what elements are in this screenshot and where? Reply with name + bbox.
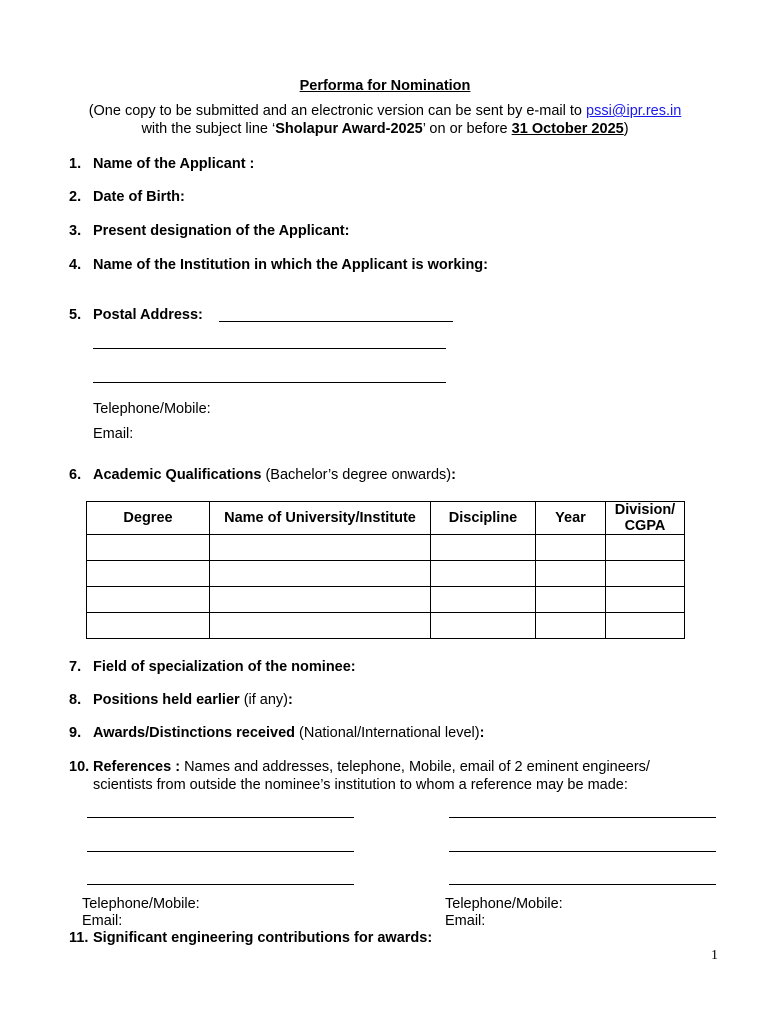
table-cell[interactable]: [431, 561, 536, 587]
table-cell[interactable]: [536, 587, 606, 613]
reference-2-line-1[interactable]: [449, 817, 716, 818]
table-row: [87, 613, 685, 639]
table-cell[interactable]: [210, 613, 431, 639]
label-applicant-name: Name of the Applicant :: [93, 156, 255, 172]
item-number-3: 3.: [69, 223, 82, 239]
table-cell[interactable]: [87, 587, 210, 613]
reference-2-email: Email:: [445, 913, 486, 929]
table-cell[interactable]: [606, 587, 685, 613]
form-title: Performa for Nomination: [299, 78, 471, 94]
label-postal-address: Postal Address:: [93, 307, 203, 323]
item-number-7: 7.: [69, 659, 82, 675]
table-row: [87, 561, 685, 587]
table-cell[interactable]: [210, 535, 431, 561]
table-cell[interactable]: [210, 561, 431, 587]
postal-address-line-1[interactable]: [219, 321, 453, 322]
reference-1-line-1[interactable]: [87, 817, 354, 818]
item-number-1: 1.: [69, 156, 82, 172]
table-cell[interactable]: [536, 535, 606, 561]
label-institution: Name of the Institution in which the Applicant is working:: [93, 257, 488, 273]
table-header-row: [87, 502, 685, 535]
intro-line-1: (One copy to be submitted and an electronic version can be sent by e-mail to pssi@ipr.res.in: [88, 103, 682, 119]
label-specialization: Field of specialization of the nominee:: [93, 659, 356, 675]
label-engineering-contributions: Significant engineering contributions for awards:: [93, 930, 433, 946]
label-references: References : Names and addresses, telephone, Mobile, email of 2 eminent engineers/: [93, 759, 650, 775]
academic-qualifications-table: [86, 501, 685, 639]
item-number-9: 9.: [69, 725, 82, 741]
col-division-cgpa: Division/ CGPA: [606, 502, 685, 535]
reference-1-telephone: Telephone/Mobile:: [82, 896, 200, 912]
reference-1-line-2[interactable]: [87, 851, 354, 852]
table-row: [87, 535, 685, 561]
col-degree: Degree: [87, 502, 210, 535]
intro-line-2: with the subject line ‘Sholapur Award-2025’ on or before 31 October 2025): [141, 121, 629, 137]
col-year: Year: [536, 502, 606, 535]
table-cell[interactable]: [431, 535, 536, 561]
email-link[interactable]: pssi@ipr.res.in: [586, 103, 682, 119]
table-cell[interactable]: [431, 587, 536, 613]
table-cell[interactable]: [606, 561, 685, 587]
table-cell[interactable]: [606, 535, 685, 561]
reference-2-line-2[interactable]: [449, 851, 716, 852]
col-discipline: Discipline: [431, 502, 536, 535]
item-number-4: 4.: [69, 257, 82, 273]
item-number-8: 8.: [69, 692, 82, 708]
label-awards: Awards/Distinctions received (National/International level):: [93, 725, 485, 741]
item-number-2: 2.: [69, 189, 82, 205]
item-number-5: 5.: [69, 307, 82, 323]
subject-line: Sholapur Award-2025: [275, 121, 423, 137]
label-telephone: Telephone/Mobile:: [93, 401, 211, 417]
label-designation: Present designation of the Applicant:: [93, 223, 350, 239]
label-positions-held: Positions held earlier (if any):: [93, 692, 293, 708]
table-row: [87, 587, 685, 613]
col-university: Name of University/Institute: [210, 502, 431, 535]
postal-address-line-2[interactable]: [93, 348, 446, 349]
table-cell[interactable]: [87, 561, 210, 587]
postal-address-line-3[interactable]: [93, 382, 446, 383]
label-email: Email:: [93, 426, 134, 442]
page-number: 1: [711, 948, 718, 963]
reference-1-email: Email:: [82, 913, 123, 929]
label-academic-qualifications: Academic Qualifications (Bachelor’s degree onwards):: [93, 467, 456, 483]
item-number-11: 11.: [69, 930, 89, 946]
table-cell[interactable]: [536, 613, 606, 639]
reference-1-line-3[interactable]: [87, 884, 354, 885]
item-number-6: 6.: [69, 467, 82, 483]
reference-2-line-3[interactable]: [449, 884, 716, 885]
table-cell[interactable]: [536, 561, 606, 587]
reference-2-telephone: Telephone/Mobile:: [445, 896, 563, 912]
table-cell[interactable]: [606, 613, 685, 639]
references-note-line-2: scientists from outside the nominee’s institution to whom a reference may be made:: [93, 777, 628, 793]
table-cell[interactable]: [87, 535, 210, 561]
item-number-10: 10.: [69, 759, 90, 775]
deadline: 31 October 2025: [511, 121, 624, 137]
table-cell[interactable]: [87, 613, 210, 639]
table-cell[interactable]: [210, 587, 431, 613]
table-cell[interactable]: [431, 613, 536, 639]
label-date-of-birth: Date of Birth:: [93, 189, 185, 205]
